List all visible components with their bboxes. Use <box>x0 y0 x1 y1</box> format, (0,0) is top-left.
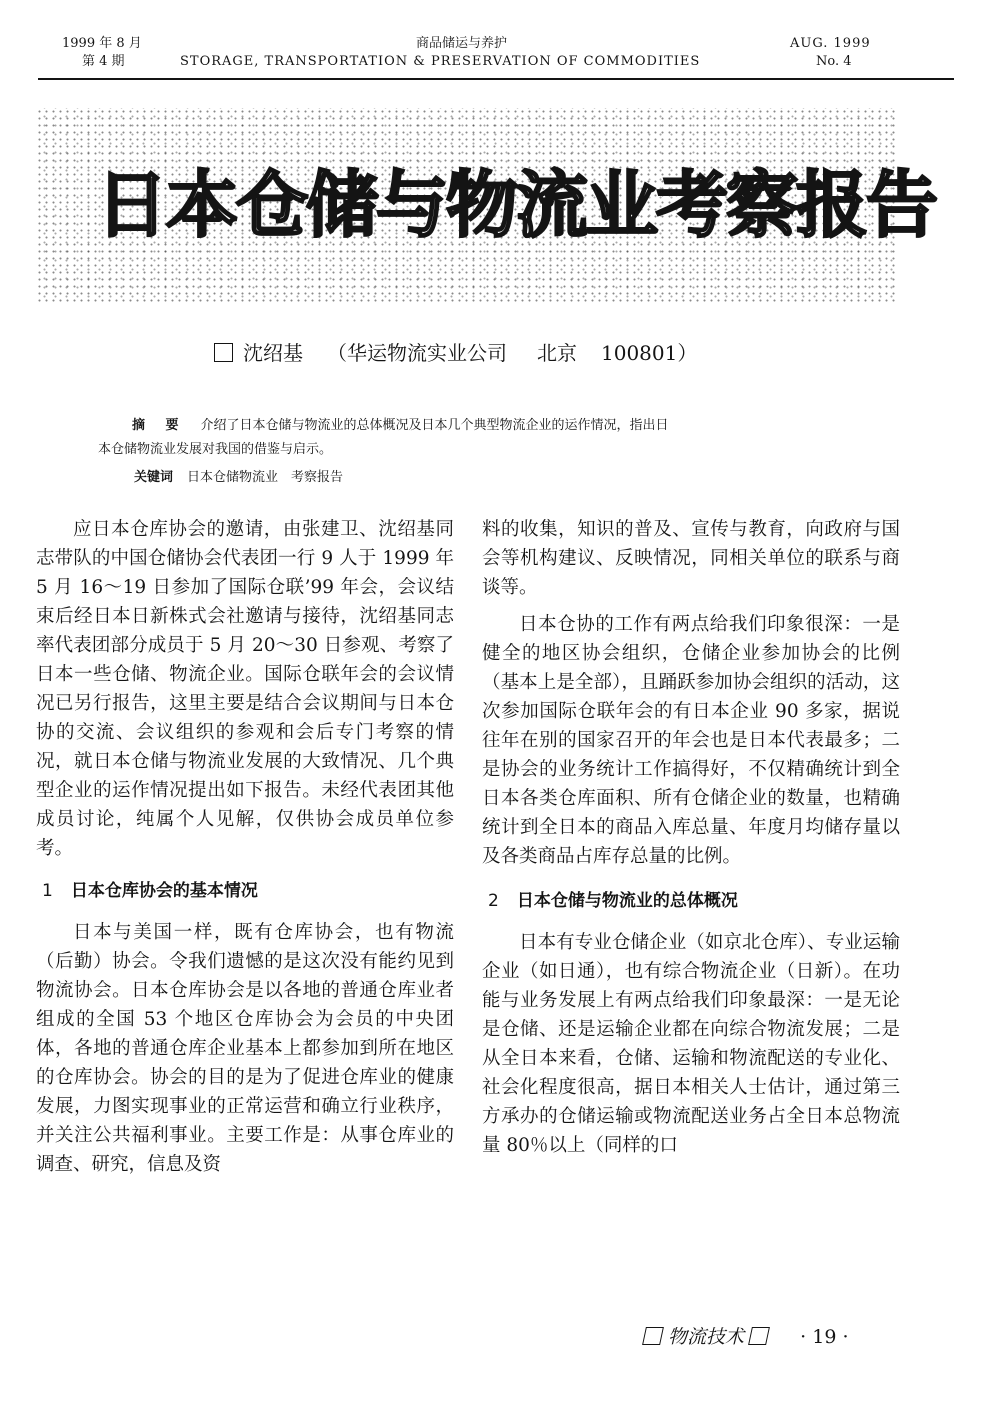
header-issue-en: No. 4 <box>816 54 852 69</box>
section-2-title: 日本仓储与物流业的总体概况 <box>516 891 738 911</box>
section-2-heading <box>482 887 900 916</box>
author-postcode: 100801） <box>601 341 698 365</box>
continued-paragraph: 料的收集，知识的普及、宣传与教育，向政府与国会等机构建议、反映情况，同相关单位的联系与商谈等。 <box>482 519 900 598</box>
abstract-text-2: 本仓储物流业发展对我国的借鉴与启示。 <box>98 442 333 457</box>
page-footer <box>644 1322 849 1349</box>
section-1-number: 1 <box>42 881 53 901</box>
footer-section-label: 物流技术 <box>668 1326 745 1348</box>
header-journal-cn: 商品储运与养护 <box>416 36 508 51</box>
square-icon <box>642 1327 664 1345</box>
header-date-cn: 1999 年 8 月 <box>62 36 142 51</box>
section-2-paragraph: 日本有专业仓储企业（如京北仓库）、专业运输企业（如日通），也有综合物流企业（日新）。在功能与业务发展上有两点给我们印象最深：一是无论是仓储、还是运输企业都在向综合物流发展；二是从全日本来看，仓储、运输和物流配送的专业化、社会化程度很高，据日本相关人士估计，通过第三方承办的仓储运输或物流配送业务占全日本总物流量 80％以上（同样的口 <box>482 932 900 1156</box>
header-date-en: AUG. 1999 <box>790 36 871 51</box>
section-2-number: 2 <box>488 891 499 911</box>
keywords-label: 关键词 <box>134 470 174 485</box>
keywords <box>98 468 894 488</box>
paragraph-2: 日本仓协的工作有两点给我们印象很深：一是健全的地区协会组织，仓储企业参加协会的比例（基本上是全部），且踊跃参加协会组织的活动，这次参加国际仓联年会的有日本企业 90 多家，据说往年在别的国家召开的年会也是日本代表最多；二是协会的业务统计工作搞得好，不仅精确统计到全日本各类仓库面积、所有仓储企业的数量，也精确统计到全日本的商品入库总量、年度月均储存量以及各类商品占库存总量的比例。 <box>482 614 900 867</box>
header-issue-cn: 第 4 期 <box>82 54 125 69</box>
title-banner <box>36 108 937 304</box>
abstract-continued <box>98 440 858 460</box>
right-column <box>482 515 900 1160</box>
author-line <box>214 340 697 366</box>
abstract-label: 摘 要 <box>132 418 187 433</box>
keywords-text: 日本仓储物流业 考察报告 <box>187 470 344 485</box>
author-city: 北京 <box>537 341 577 365</box>
page-number: · 19 · <box>800 1326 849 1348</box>
square-bullet-icon <box>214 343 233 362</box>
abstract-text-1: 介绍了日本仓储与物流业的总体概况及日本几个典型物流企业的运作情况，指出日 <box>200 418 669 433</box>
section-1-paragraph: 日本与美国一样，既有仓库协会，也有物流（后勤）协会。令我们遗憾的是这次没有能约见到物流协会。日本仓库协会是以各地的普通仓库业者组成的全国 53 个地区仓库协会为会员的中央团体，各地的普通仓库企业基本上都参加到所在地区的仓库协会。协会的目的是为了促进仓库业的健康发展，力图实现事业的正常运营和确立行业秩序，并关注公共福利事业。主要工作是：从事仓库业的调查、研究，信息及资 <box>36 922 454 1175</box>
section-1-title: 日本仓库协会的基本情况 <box>70 881 258 901</box>
header-rule <box>38 78 954 80</box>
intro-paragraph: 应日本仓库协会的邀请，由张建卫、沈绍基同志带队的中国仓储协会代表团一行 9 人于 1999 年 5 月 16～19 日参加了国际仓联’99 年会，会议结束后经日本日新株式会社邀请与接待，沈绍基同志率代表团部分成员于 5 月 20～30 日参观、考察了日本一些仓储、物流企业。国际仓联年会的会议情况已另行报告，这里主要是结合会议期间与日本仓协的交流、会议组织的参观和会后专门考察的情况，就日本仓储与物流业发展的大致情况、几个典型企业的运作情况提出如下报告。未经代表团其他成员讨论，纯属个人见解，仅供协会成员单位参考。 <box>36 519 454 859</box>
author-affiliation: （华运物流实业公司 <box>327 341 507 365</box>
abstract <box>98 416 892 436</box>
header-journal-en: STORAGE, TRANSPORTATION & PRESERVATION OF COMMODITIES <box>180 54 701 69</box>
author-name: 沈绍基 <box>243 341 303 365</box>
left-column <box>36 515 454 1179</box>
section-1-heading <box>36 877 454 906</box>
square-icon <box>748 1327 770 1345</box>
running-header <box>40 36 952 76</box>
article-title: 日本仓储与物流业考察报告 <box>96 163 937 247</box>
